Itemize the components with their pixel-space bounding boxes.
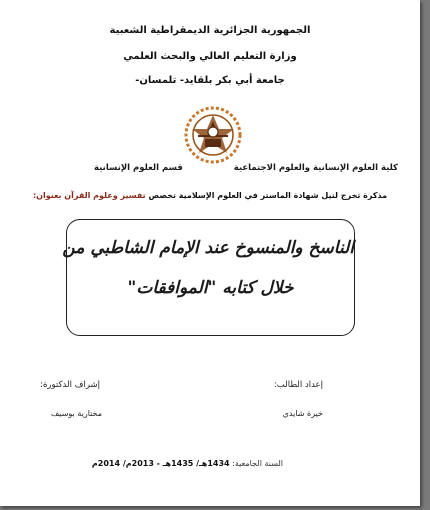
academic-year-label: السنة الجامعية: bbox=[232, 459, 283, 468]
ministry-heading: وزارة التعليم العالي والبحث العلمي bbox=[123, 51, 297, 62]
memo-statement bbox=[0, 191, 420, 200]
memo-program: تفسير وعلوم القرآن بعنوان: bbox=[32, 191, 146, 200]
supervisor-label: إشراف الدكتورة: bbox=[40, 380, 100, 390]
supervisor-name: مختارية بوسيف bbox=[51, 409, 102, 418]
student-name: خيرة شايدي bbox=[282, 409, 323, 418]
thesis-title-line-1: الناسخ والمنسوخ عند الإمام الشاطبي من bbox=[62, 238, 354, 258]
republic-heading: الجمهورية الجزائرية الديمقراطية الشعبية bbox=[109, 25, 311, 36]
thesis-title-box bbox=[62, 219, 355, 336]
department-name: قسم العلوم الإنسانية bbox=[94, 163, 183, 173]
prepared-by-label: إعداد الطالب: bbox=[273, 380, 323, 390]
university-emblem-icon bbox=[178, 106, 248, 164]
thesis-title-line-2: خلال كتابه "الموافقات" bbox=[127, 278, 294, 298]
memo-text: مذكرة تخرج لنيل شهادة الماستر في العلوم الإسلامية تخصص bbox=[148, 191, 388, 200]
academic-year-value: 1434هـ/ 1435هـ - 2013م/ 2014م bbox=[91, 459, 230, 468]
faculty-name: كلية العلوم الإنسانية والعلوم الاجتماعية bbox=[233, 163, 398, 173]
university-heading: جامعة أبي بكر بلقايد- تلمسان- bbox=[135, 75, 285, 86]
academic-year bbox=[92, 459, 283, 468]
